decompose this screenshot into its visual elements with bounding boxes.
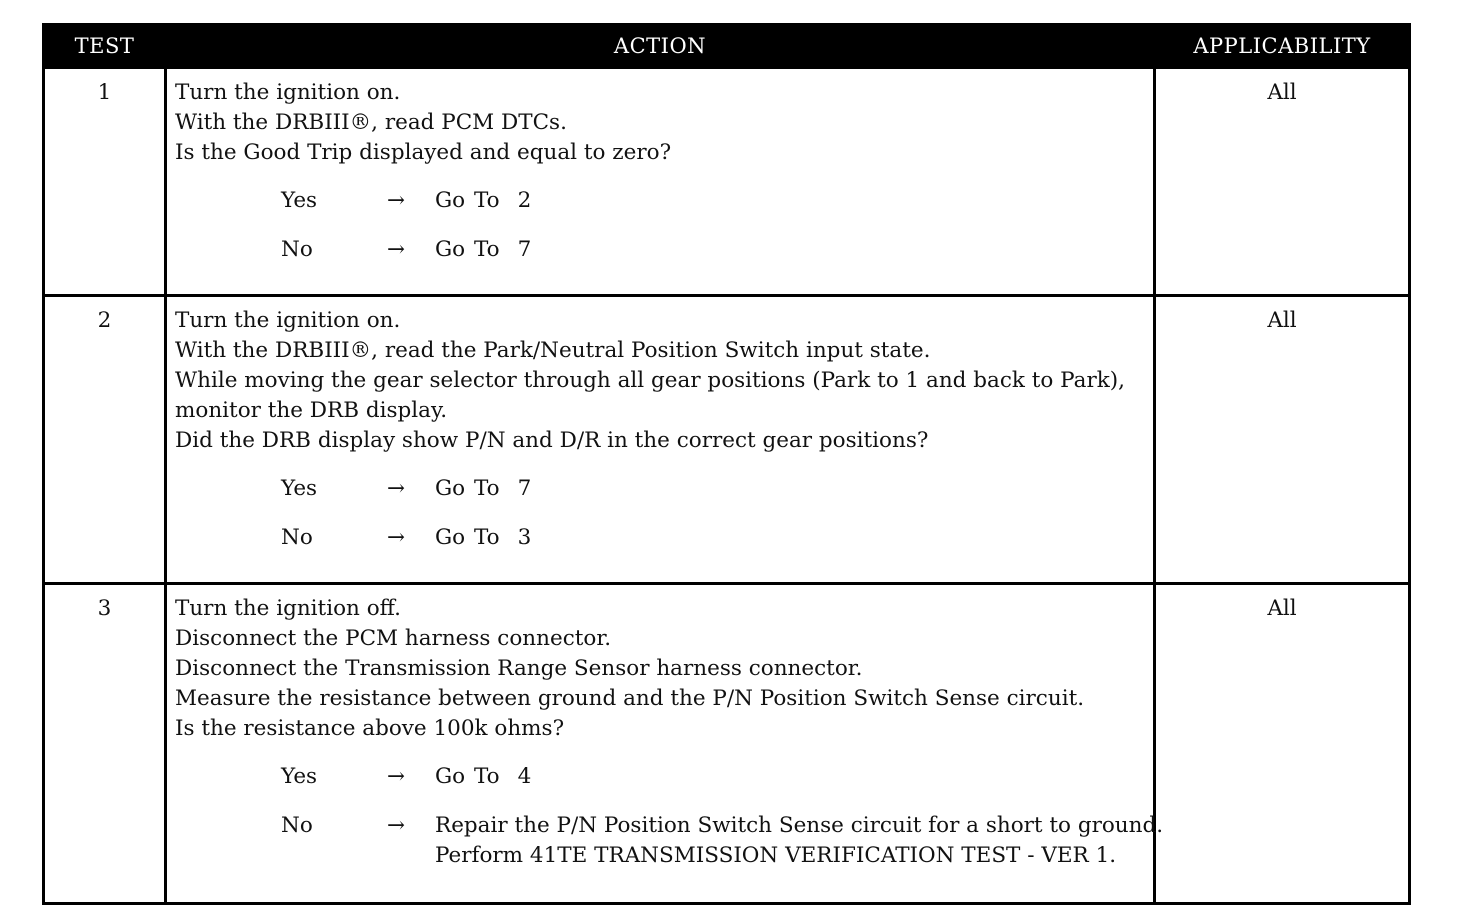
branch-yes	[281, 762, 1145, 792]
branch-repair-instructions	[435, 811, 1163, 871]
action-line: Is the resistance above 100k ohms?	[175, 716, 565, 741]
arrow-icon: →	[387, 813, 406, 838]
branch-no	[281, 235, 1145, 265]
goto-label: Go To	[435, 188, 500, 213]
goto-label: Go To	[435, 237, 500, 262]
applicability-value: All	[1155, 296, 1410, 584]
action-cell	[166, 68, 1155, 296]
goto-label: Go To	[435, 525, 500, 550]
arrow-icon: →	[387, 188, 406, 213]
header-applicability: APPLICABILITY	[1155, 25, 1410, 68]
action-line: Disconnect the PCM harness connector.	[175, 626, 612, 651]
branch-result: No	[281, 525, 313, 550]
test-number: 2	[44, 296, 166, 584]
action-line: Turn the ignition on.	[175, 308, 401, 333]
branch-yes	[281, 186, 1145, 216]
arrow-icon: →	[387, 525, 406, 550]
branch-yes	[281, 474, 1145, 504]
applicability-value: All	[1155, 584, 1410, 904]
branch-no	[281, 811, 1164, 871]
goto-target-number: 3	[517, 525, 532, 550]
action-line: With the DRBIII®, read PCM DTCs.	[175, 110, 567, 135]
goto-label: Go To	[435, 476, 500, 501]
branch-target	[435, 186, 1145, 216]
branch-target	[435, 762, 1145, 792]
goto-target-number: 4	[517, 764, 532, 789]
repair-line: Repair the P/N Position Switch Sense circuit for a short to ground.	[435, 813, 1164, 838]
branch-no	[281, 523, 1145, 553]
applicability-value: All	[1155, 68, 1410, 296]
diagnostic-table-container	[42, 23, 1408, 905]
branch-list	[175, 186, 1145, 265]
repair-line: Perform 41TE TRANSMISSION VERIFICATION TEST - VER 1.	[435, 843, 1117, 868]
action-line: Did the DRB display show P/N and D/R in the correct gear positions?	[175, 428, 929, 453]
branch-target	[435, 474, 1145, 504]
branch-target	[435, 523, 1145, 553]
goto-target-number: 7	[517, 237, 532, 262]
test-number: 1	[44, 68, 166, 296]
table-row	[44, 68, 1410, 296]
branch-list	[175, 762, 1164, 871]
action-cell	[166, 584, 1164, 904]
branch-result: Yes	[281, 764, 318, 789]
table-row	[44, 584, 1410, 904]
arrow-icon: →	[387, 237, 406, 262]
test-number: 3	[44, 584, 166, 904]
action-line: While moving the gear selector through all gear positions (Park to 1 and back to Park), monitor the DRB display.	[175, 368, 1126, 423]
arrow-icon: →	[387, 476, 406, 501]
branch-result: No	[281, 813, 313, 838]
action-line: Measure the resistance between ground and the P/N Position Switch Sense circuit.	[175, 686, 1085, 711]
table-row	[44, 296, 1410, 584]
branch-result: Yes	[281, 476, 318, 501]
action-line: Disconnect the Transmission Range Sensor harness connector.	[175, 656, 863, 681]
header-test: TEST	[44, 25, 166, 68]
goto-target-number: 7	[517, 476, 532, 501]
action-line: Is the Good Trip displayed and equal to zero?	[175, 140, 672, 165]
goto-target-number: 2	[517, 188, 532, 213]
branch-result: No	[281, 237, 313, 262]
branch-list	[175, 474, 1145, 553]
branch-result: Yes	[281, 188, 318, 213]
arrow-icon: →	[387, 764, 406, 789]
header-action: ACTION	[166, 25, 1155, 68]
action-line: Turn the ignition off.	[175, 596, 401, 621]
goto-label: Go To	[435, 764, 500, 789]
diagnostic-test-table	[42, 23, 1411, 905]
action-cell	[166, 296, 1155, 584]
branch-target	[435, 235, 1145, 265]
action-line: Turn the ignition on.	[175, 80, 401, 105]
action-line: With the DRBIII®, read the Park/Neutral Position Switch input state.	[175, 338, 931, 363]
table-header-row	[44, 25, 1410, 68]
